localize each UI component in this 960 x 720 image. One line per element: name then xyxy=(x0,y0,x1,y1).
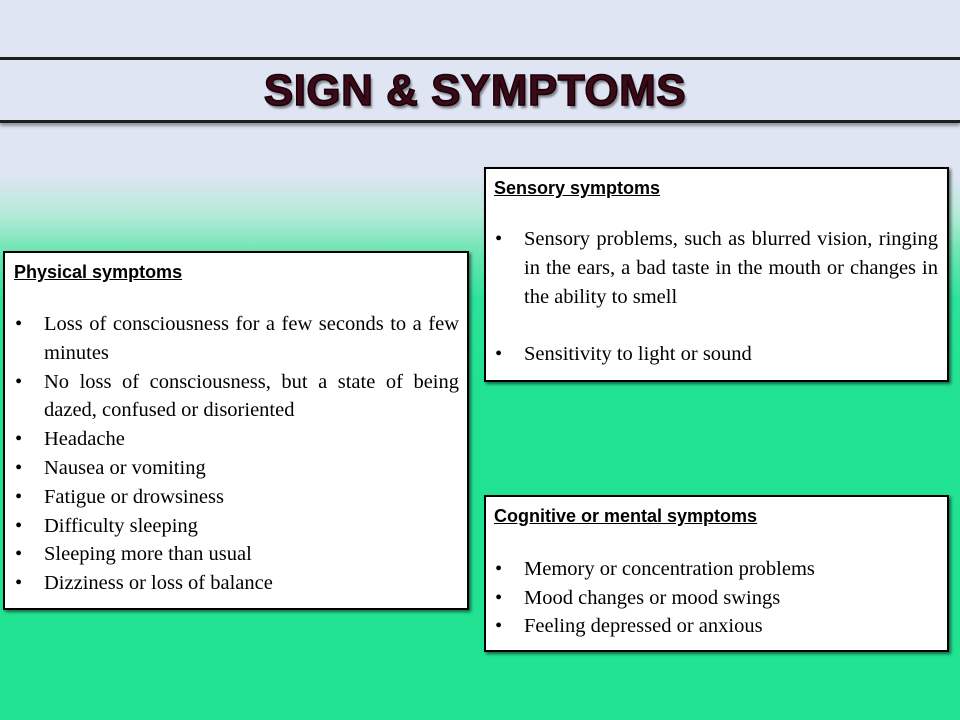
list-item xyxy=(15,483,459,512)
list-item xyxy=(495,340,938,369)
sensory-symptoms-heading: Sensory symptoms xyxy=(494,178,661,198)
physical-symptoms-heading: Physical symptoms xyxy=(14,262,183,282)
list-item-text: Sleeping more than usual xyxy=(44,543,252,566)
list-item xyxy=(15,310,459,368)
list-item-text: Memory or concentration problems xyxy=(524,558,815,580)
physical-symptoms-box xyxy=(3,251,469,610)
list-item xyxy=(15,540,459,569)
list-item xyxy=(15,425,459,454)
list-item-text: Headache xyxy=(44,428,125,451)
list-item-text: Fatigue or drowsiness xyxy=(44,485,224,508)
bullet-icon: • xyxy=(495,228,503,250)
bullet-icon: • xyxy=(495,558,503,580)
bullet-icon: • xyxy=(15,428,23,451)
list-item-text: Difficulty sleeping xyxy=(44,514,198,537)
cognitive-symptoms-box xyxy=(484,495,949,652)
list-item xyxy=(495,584,938,613)
bullet-icon: • xyxy=(15,543,23,566)
cognitive-symptoms-list xyxy=(494,555,938,641)
cognitive-symptoms-heading: Cognitive or mental symptoms xyxy=(494,506,758,526)
list-item-text: Feeling depressed or anxious xyxy=(524,615,763,638)
bullet-icon: • xyxy=(495,343,503,365)
list-item-text: No loss of consciousness, but a state of being dazed, confused or disoriented xyxy=(44,370,459,422)
list-item xyxy=(495,555,938,584)
list-item-text: Loss of consciousness for a few seconds to a few minutes xyxy=(44,313,459,364)
list-item-text: Sensitivity to light or sound xyxy=(524,343,752,365)
bullet-icon: • xyxy=(15,572,23,595)
list-item-text: Sensory problems, such as blurred vision, ringing in the ears, a bad taste in the mouth or changes in the ability to smell xyxy=(524,228,938,308)
slide-title: SIGN & SYMPTOMS xyxy=(263,66,687,115)
list-item xyxy=(15,454,459,483)
list-item-text: Mood changes or mood swings xyxy=(524,586,781,609)
bullet-icon: • xyxy=(15,514,23,537)
bullet-icon: • xyxy=(495,615,503,638)
bullet-icon: • xyxy=(15,370,23,393)
list-item xyxy=(15,512,459,541)
list-item xyxy=(495,225,938,312)
physical-symptoms-list xyxy=(14,310,459,598)
bullet-icon: • xyxy=(495,586,503,609)
list-item-text: Dizziness or loss of balance xyxy=(44,572,273,595)
list-item xyxy=(15,368,459,426)
sensory-symptoms-box xyxy=(484,167,949,382)
sensory-symptoms-list xyxy=(494,225,938,369)
bullet-icon: • xyxy=(15,485,23,508)
list-item-text: Nausea or vomiting xyxy=(44,456,206,479)
list-item xyxy=(495,612,938,641)
bullet-icon: • xyxy=(15,313,23,335)
bullet-icon: • xyxy=(15,456,23,479)
list-item xyxy=(15,569,459,598)
